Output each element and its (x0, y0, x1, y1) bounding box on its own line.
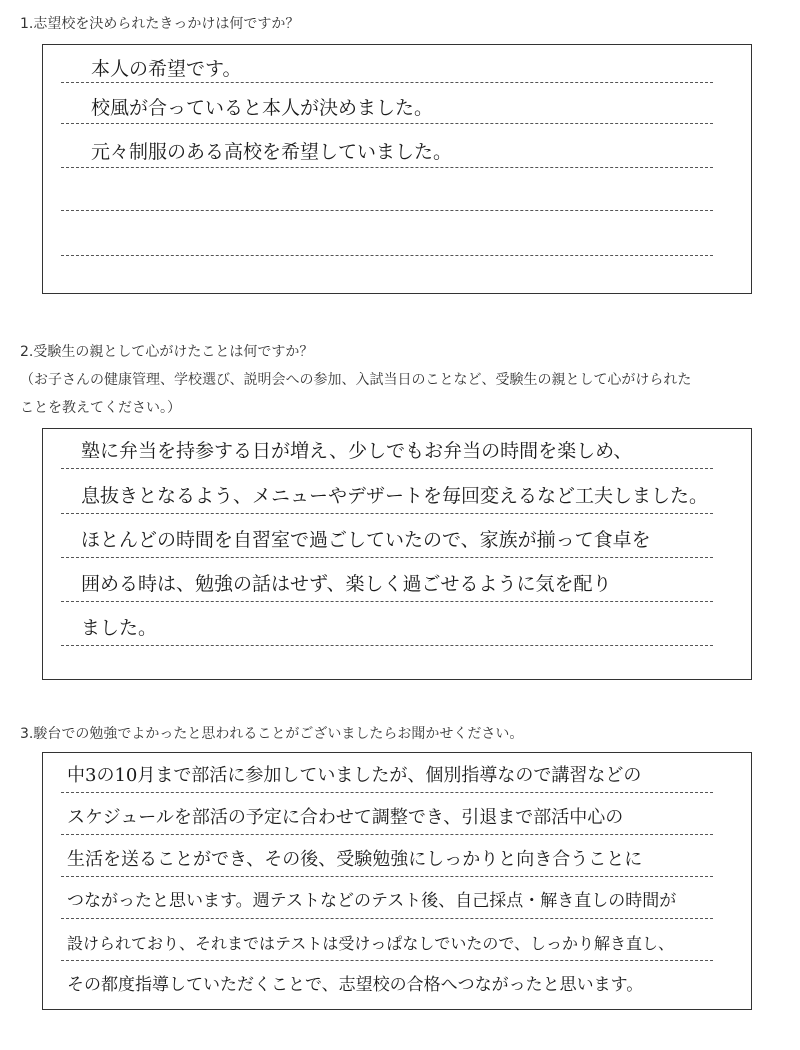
answer-line (61, 180, 713, 211)
answer-text: 息抜きとなるよう、メニューやデザートを毎回変えるなど工夫しました。 (81, 485, 709, 507)
answer-line (61, 611, 713, 646)
answer-text: つながったと思います。週テストなどのテスト後、自己採点・解き直しの時間が (67, 891, 677, 911)
answer-text: 設けられており、それまではテストは受けっぱなしでいたので、しっかり解き直し、 (67, 934, 675, 953)
answer-line (61, 759, 713, 793)
answer-box-2 (42, 428, 752, 680)
answer-line (61, 969, 713, 1002)
question-2-note: （お子さんの健康管理、学校選び、説明会への参加、入試当日のことなど、受験生の親として心がけられた (20, 372, 692, 388)
answer-line (61, 225, 713, 256)
answer-text: ほとんどの時間を自習室で過ごしていたので、家族が揃って食卓を (81, 529, 651, 551)
answer-line (61, 843, 713, 877)
answer-line (61, 801, 713, 835)
question-1-label: 1.志望校を決められたきっかけは何ですか？ (20, 16, 300, 32)
answer-line (61, 435, 713, 469)
answer-box-3 (42, 752, 752, 1010)
answer-line (61, 523, 713, 558)
answer-line (61, 93, 713, 124)
answer-text: 生活を送ることができ、その後、受験勉強にしっかりと向き合うことに (67, 849, 643, 870)
answer-text: 元々制服のある高校を希望していました。 (91, 141, 453, 163)
answer-text: 囲める時は、勉強の話はせず、楽しく過ごせるように気を配り (81, 573, 612, 595)
question-2-note: ことを教えてください。） (20, 400, 181, 416)
answer-text: 本人の希望です。 (91, 58, 242, 80)
answer-text: スケジュールを部活の予定に合わせて調整でき、引退まで部活中心の (67, 807, 624, 828)
answer-text: その都度指導していただくことで、志望校の合格へつながったと思います。 (67, 975, 644, 995)
answer-text: ました。 (81, 617, 158, 639)
answer-line (61, 57, 713, 83)
question-3-label: 3.駿台での勉強でよかったと思われることがございましたらお聞かせください。 (20, 726, 524, 742)
answer-text: 校風が合っていると本人が決めました。 (91, 97, 434, 119)
answer-text: 中3の10月まで部活に参加していましたが、個別指導なので講習などの (67, 765, 642, 786)
answer-line (61, 927, 713, 961)
question-2-label: 2.受験生の親として心がけたことは何ですか？ (20, 344, 314, 360)
answer-line (61, 567, 713, 602)
answer-box-1 (42, 44, 752, 294)
answer-line (61, 885, 713, 919)
answer-line (61, 479, 713, 514)
answer-text: 塾に弁当を持参する日が増え、少しでもお弁当の時間を楽しめ、 (81, 440, 633, 462)
answer-line (61, 137, 713, 168)
